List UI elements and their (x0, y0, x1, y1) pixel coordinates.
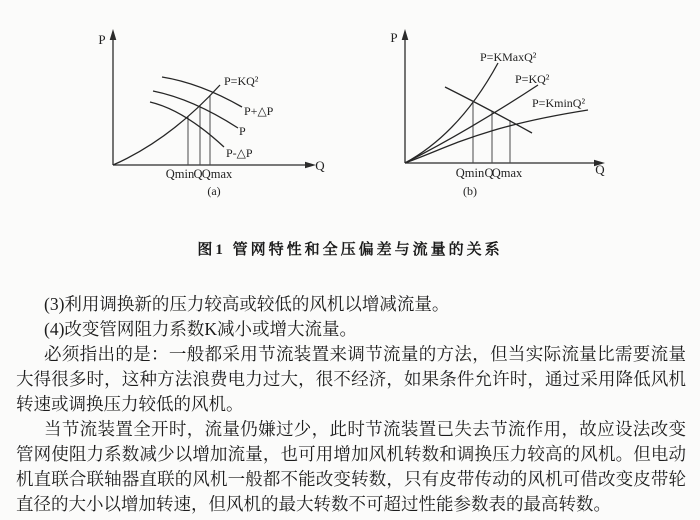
figure-chart-b (360, 15, 640, 220)
figure-caption: 图1 管网特性和全压偏差与流量的关系 (197, 242, 503, 258)
chart-b-svg (360, 15, 640, 215)
subfigure-label-a: (a) (207, 184, 221, 198)
x-tick-qmin: Qmin (165, 167, 195, 181)
curve-label-kmax: P=KMaxQ² (480, 50, 537, 64)
network-curve (113, 85, 220, 165)
curve-label-p: P (239, 124, 246, 138)
paragraph-item4: (4)改变管网阻力系数K减小或增大流量。 (44, 319, 358, 339)
paragraph-throttle: 当节流装置全开时，流量仍嫌过少，此时节流装置已失去节流作用，故应设法改变管网使阻力系数减少以增加流量，也可用增加风机转数和调换压力较高的风机。但电动机直联合联轴器直联的风机一般都不能改变转数，只有皮带传动的风机可借改变皮带轮直径的大小以增加转速，但风机的最大转数不可超过性能参数表的最高转数。 (16, 419, 686, 514)
x-axis-label: Q (315, 158, 325, 173)
curve-label-p-plus: P+△P (244, 104, 274, 118)
subfigure-label-b: (b) (463, 184, 477, 198)
x-tick-q: Q (193, 167, 203, 181)
fan-curve-p-minus (150, 102, 224, 147)
y-axis-label: P (98, 32, 106, 47)
curve-label-kmin: P=KminQ² (532, 96, 586, 110)
paragraph-note: 必须指出的是：一般都采用节流装置来调节流量的方法，但当实际流量比需要流量大得很多时，这种方法浪费电力过大，很不经济，如果条件允许时，通过采用降低风机转速或调换压力较低的风机。 (16, 344, 686, 414)
chart-a-svg (60, 15, 340, 215)
body-text (16, 292, 686, 517)
y-axis-arrow-icon (110, 29, 117, 40)
y-axis-label: P (390, 30, 398, 45)
curve-label-k: P=KQ² (515, 72, 550, 86)
x-tick-qmax: Qmax (201, 167, 233, 181)
curve-label-kq2: P=KQ² (224, 74, 259, 88)
x-axis-label: Q (595, 162, 605, 177)
network-curve-kmin (405, 110, 588, 163)
x-tick-qmax: Qmax (491, 166, 523, 180)
fan-curve (445, 87, 532, 133)
network-curve-kmax (405, 63, 498, 163)
curve-label-p-minus: P-△P (226, 146, 253, 160)
paragraph-item3: (3)利用调换新的压力较高或较低的风机以增减流量。 (44, 294, 450, 314)
figure-chart-a (60, 15, 340, 220)
x-tick-qmin: Qmin (455, 166, 485, 180)
y-axis-arrow-icon (402, 29, 409, 40)
x-tick-q: Q (484, 166, 494, 180)
